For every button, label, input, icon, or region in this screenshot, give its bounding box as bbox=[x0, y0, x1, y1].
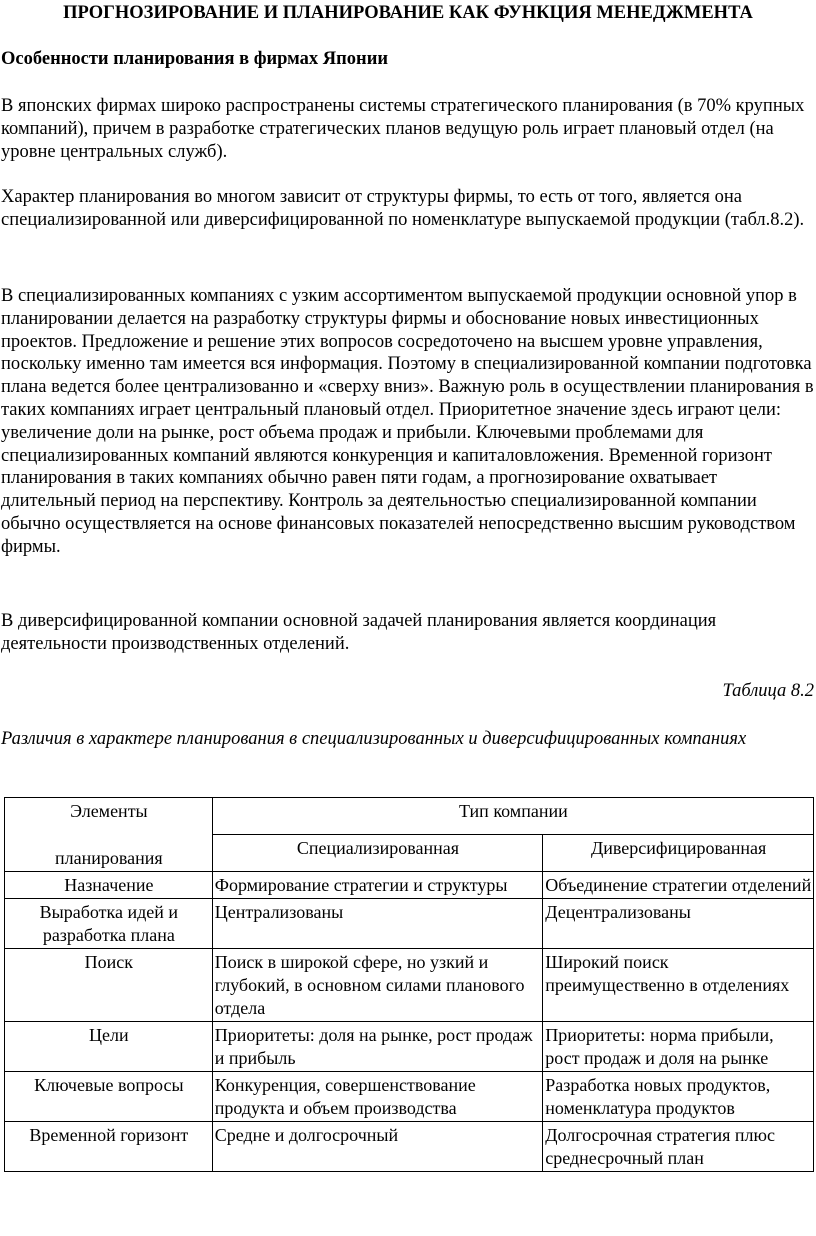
header-elements-line2: планирования bbox=[55, 848, 163, 868]
table-row bbox=[5, 1072, 814, 1122]
table-row bbox=[5, 872, 814, 899]
row-diversified: Приоритеты: норма прибыли, рост продаж и доля на рынке bbox=[543, 1022, 814, 1072]
document-title: ПРОГНОЗИРОВАНИЕ И ПЛАНИРОВАНИЕ КАК ФУНКЦИЯ МЕНЕДЖМЕНТА bbox=[63, 3, 753, 23]
row-specialized: Формирование стратегии и структуры bbox=[212, 872, 543, 899]
header-company-type: Тип компании bbox=[212, 798, 813, 835]
row-element: Поиск bbox=[5, 949, 213, 1022]
row-specialized: Средне и долгосрочный bbox=[212, 1122, 543, 1172]
row-specialized: Поиск в широкой сфере, но узкий и глубокий, в основном силами планового отдела bbox=[212, 949, 543, 1022]
row-element: Назначение bbox=[5, 872, 213, 899]
row-element: Выработка идей и разработка плана bbox=[5, 899, 213, 949]
header-elements-cell bbox=[5, 798, 213, 872]
header-diversified: Диверсифицированная bbox=[543, 835, 814, 872]
header-specialized: Специализированная bbox=[212, 835, 543, 872]
row-diversified: Долгосрочная стратегия плюс среднесрочный план bbox=[543, 1122, 814, 1172]
paragraph-2: Характер планирования во многом зависит от структуры фирмы, то есть от того, является она специализированной или диверсифицированной по номенклатуре выпускаемой продукции (табл.8.2). bbox=[1, 187, 805, 230]
section-subtitle: Особенности планирования в фирмах Японии bbox=[1, 49, 389, 69]
header-elements-line1: Элементы bbox=[70, 801, 148, 821]
row-element: Ключевые вопросы bbox=[5, 1072, 213, 1122]
table-row bbox=[5, 949, 814, 1022]
table-row bbox=[5, 1022, 814, 1072]
row-diversified: Децентрализованы bbox=[543, 899, 814, 949]
table-number: Таблица 8.2 bbox=[722, 681, 814, 701]
paragraph-4: В диверсифицированной компании основной задачей планирования является координация деятельности производственных отделений. bbox=[1, 611, 717, 654]
row-element: Временной горизонт bbox=[5, 1122, 213, 1172]
table-row bbox=[5, 1122, 814, 1172]
row-diversified: Объединение стратегии отделений bbox=[543, 872, 814, 899]
table-row bbox=[5, 899, 814, 949]
row-specialized: Конкуренция, совершенствование продукта и объем производства bbox=[212, 1072, 543, 1122]
row-specialized: Приоритеты: доля на рынке, рост продаж и прибыль bbox=[212, 1022, 543, 1072]
paragraph-1: В японских фирмах широко распространены системы стратегического планирования (в 70% крупных компаний), причем в разработке стратегических планов ведущую роль играет плановый отдел (на уровне центральных служб). bbox=[1, 96, 805, 162]
row-specialized: Централизованы bbox=[212, 899, 543, 949]
paragraph-3: В специализированных компаниях с узким ассортиментом выпускаемой продукции основной упор в планировании делается на разработку структуры фирмы и обоснование новых инвестиционных проектов. Предложение и решение этих вопросов сосредоточено на высшем уровне управления, поскольку именно там имеется вся информация. Поэтому в специализированной компании подготовка плана ведется более централизованно и «сверху вниз». Важную роль в осуществлении планирования в таких компаниях играет центральный плановый отдел. Приоритетное значение здесь играют цели: увеличение доли на рынке, рост объема продаж и прибыли. Ключевыми проблемами для специализированных компаний являются конкуренция и капиталовложения. Временной горизонт планирования в таких компаниях обычно равен пяти годам, а прогнозирование охватывает длительный период на перспективу. Контроль за деятельностью специализированной компании обычно осуществляется на основе финансовых показателей непосредственно высшим руководством фирмы. bbox=[1, 286, 814, 557]
table-header-row bbox=[5, 798, 814, 835]
row-diversified: Широкий поиск преимущественно в отделениях bbox=[543, 949, 814, 1022]
planning-differences-table bbox=[4, 797, 814, 1172]
row-element: Цели bbox=[5, 1022, 213, 1072]
row-diversified: Разработка новых продуктов, номенклатура продуктов bbox=[543, 1072, 814, 1122]
table-caption: Различия в характере планирования в специализированных и диверсифицированных компаниях bbox=[1, 729, 747, 749]
